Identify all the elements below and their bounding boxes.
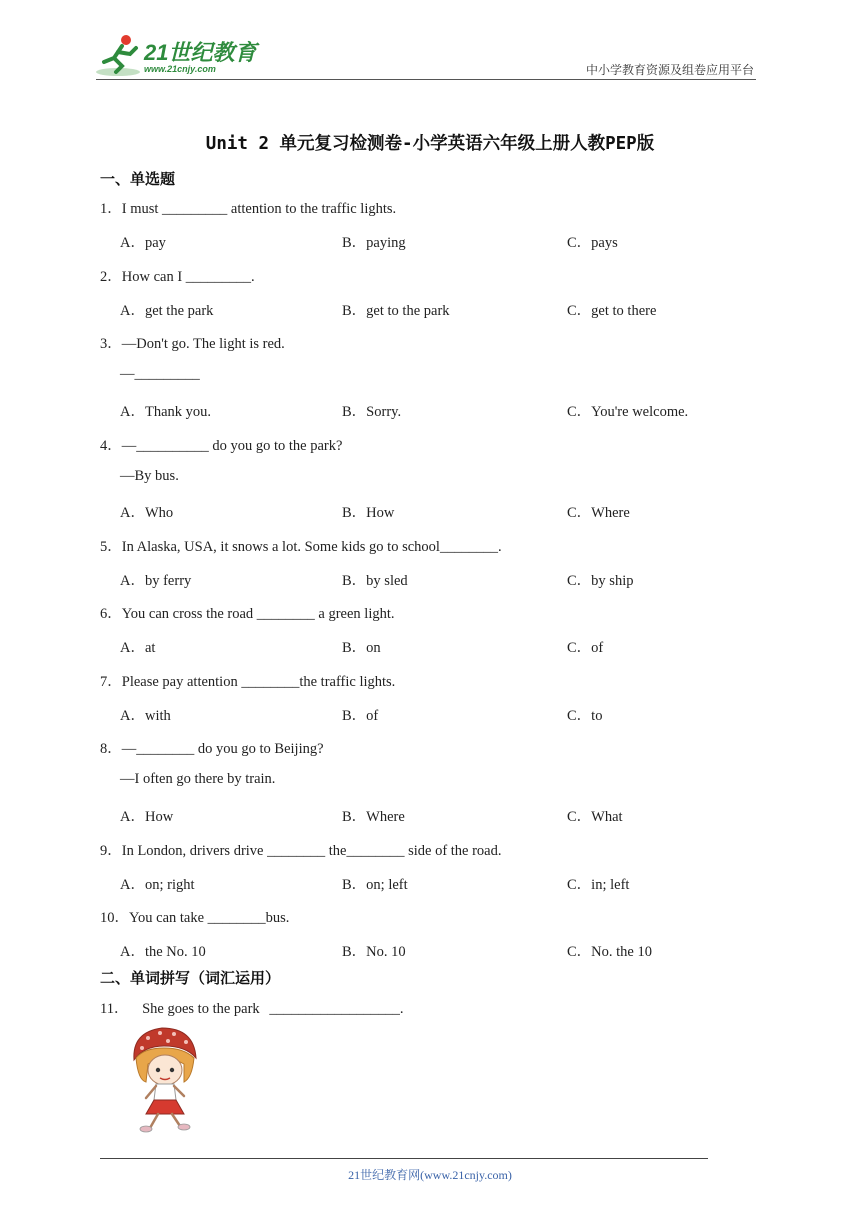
question-7: 7．Please pay attention ________the traffic lights. — [100, 674, 396, 690]
q7-option-a[interactable]: A．with — [120, 708, 171, 724]
q3-option-a[interactable]: A．Thank you. — [120, 404, 212, 420]
logo-url: www.21cnjy.com — [144, 64, 216, 74]
q4-option-b[interactable]: B．How — [342, 505, 395, 521]
page-title: Unit 2 单元复习检测卷-小学英语六年级上册人教PEP版 — [205, 134, 655, 154]
q1-option-b[interactable]: B．paying — [342, 235, 406, 251]
q5-option-b[interactable]: B．by sled — [342, 573, 408, 589]
q5-option-c[interactable]: C．by ship — [567, 573, 634, 589]
footer-divider — [100, 1158, 708, 1159]
q11-text: She goes to the park — [142, 1001, 260, 1017]
header-tagline: 中小学教育资源及组卷应用平台 — [585, 63, 754, 77]
q2-option-b[interactable]: B．get to the park — [342, 303, 450, 319]
q4-dialogue-line: —By bus. — [120, 468, 179, 484]
q4-option-a[interactable]: A．Who — [120, 505, 174, 521]
question-10: 10．You can take ________bus. — [100, 910, 290, 926]
q1-option-a[interactable]: A．pay — [120, 235, 166, 251]
q1-option-c[interactable]: C．pays — [567, 235, 618, 251]
q6-option-a[interactable]: A．at — [120, 640, 156, 656]
q9-option-b[interactable]: B．on; left — [342, 877, 408, 893]
page-header — [96, 30, 756, 80]
q3-option-c[interactable]: C．You're welcome. — [567, 404, 689, 420]
q10-option-b[interactable]: B．No. 10 — [342, 944, 406, 960]
q3-dialogue-line: —_________ — [120, 366, 200, 382]
logo-text: 21世纪教育 — [144, 40, 257, 65]
runner-logo-icon — [96, 32, 144, 78]
girl-walking-illustration — [126, 1024, 202, 1134]
q6-option-b[interactable]: B．on — [342, 640, 381, 656]
question-4: 4．—__________ do you go to the park? — [100, 438, 343, 454]
q8-option-a[interactable]: A．How — [120, 809, 174, 825]
q5-option-a[interactable]: A．by ferry — [120, 573, 192, 589]
q8-option-c[interactable]: C．What — [567, 809, 623, 825]
q10-option-a[interactable]: A．the No. 10 — [120, 944, 206, 960]
q2-option-c[interactable]: C．get to there — [567, 303, 657, 319]
q6-option-c[interactable]: C．of — [567, 640, 604, 656]
section-heading-single-choice: 一、单选题 — [100, 170, 176, 188]
q8-dialogue-line: —I often go there by train. — [120, 771, 276, 787]
question-3: 3．—Don't go. The light is red. — [100, 336, 285, 352]
q11-number: 11． — [100, 1001, 129, 1017]
section-heading-spelling: 二、单词拼写（词汇运用） — [100, 969, 281, 987]
q7-option-c[interactable]: C．to — [567, 708, 603, 724]
q7-option-b[interactable]: B．of — [342, 708, 379, 724]
q9-option-a[interactable]: A．on; right — [120, 877, 195, 893]
question-2: 2．How can I _________. — [100, 269, 255, 285]
q4-option-c[interactable]: C．Where — [567, 505, 630, 521]
question-8: 8．—________ do you go to Beijing? — [100, 741, 324, 757]
q11-end: . — [399, 1001, 404, 1017]
question-9: 9．In London, drivers drive ________ the________ side of the road. — [100, 843, 502, 859]
q2-option-a[interactable]: A．get the park — [120, 303, 214, 319]
header-divider — [96, 79, 756, 80]
question-5: 5．In Alaska, USA, it snows a lot. Some kids go to school________. — [100, 539, 502, 555]
q3-option-b[interactable]: B．Sorry. — [342, 404, 402, 420]
q8-option-b[interactable]: B．Where — [342, 809, 405, 825]
question-6: 6．You can cross the road ________ a green light. — [100, 606, 395, 622]
q9-option-c[interactable]: C．in; left — [567, 877, 630, 893]
question-1: 1．I must _________ attention to the traffic lights. — [100, 201, 397, 217]
site-logo — [96, 32, 266, 78]
q10-option-c[interactable]: C．No. the 10 — [567, 944, 652, 960]
question-11 — [100, 997, 403, 1018]
footer-source[interactable]: 21世纪教育网(www.21cnjy.com) — [348, 1168, 512, 1182]
q11-blank[interactable]: __________________ — [269, 1001, 400, 1017]
